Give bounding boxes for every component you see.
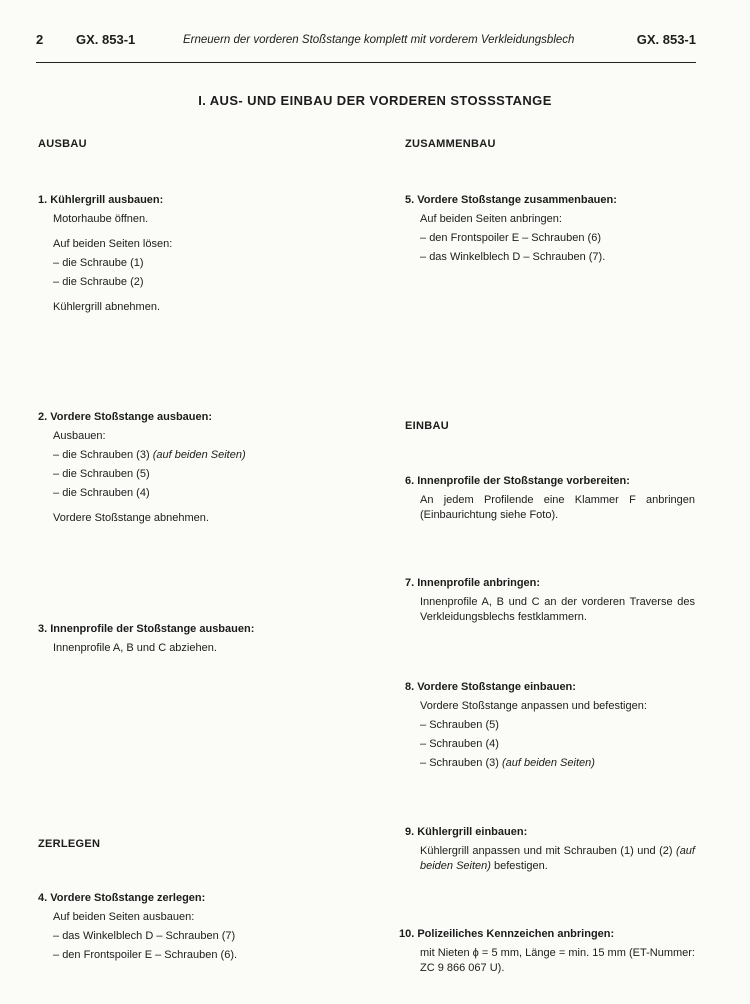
step-heading: 2. Vordere Stoßstange ausbauen: <box>38 411 213 423</box>
step-list-item: – Schrauben (5) <box>420 716 705 735</box>
step-7 <box>405 574 695 625</box>
section-einbau: EINBAU <box>405 420 449 432</box>
document-code-left: GX. 853-1 <box>76 32 136 47</box>
step-line: Innenprofile A, B und C an der vorderen Traverse des Verkleidungsblechs festklammern. <box>420 596 695 623</box>
step-line: Auf beiden Seiten anbringen: <box>420 213 562 225</box>
step-line: mit Nieten ϕ = 5 mm, Länge = min. 15 mm (ET-Nummer: ZC 9 866 067 U). <box>420 947 695 974</box>
header-rule <box>36 62 696 63</box>
step-10 <box>399 925 695 976</box>
step-list-item: – die Schraube (1) <box>53 254 358 273</box>
step-6 <box>405 472 695 523</box>
document-description: Erneuern der vorderen Stoßstange komplett mit vorderem Verkleidungsblech <box>183 34 575 46</box>
step-list-item: – den Frontspoiler E – Schrauben (6). <box>53 946 358 965</box>
step-list-item: – den Frontspoiler E – Schrauben (6) <box>420 229 705 248</box>
step-heading: 10. Polizeiliches Kennzeichen anbringen: <box>399 928 615 940</box>
section-ausbau: AUSBAU <box>38 138 87 150</box>
step-4 <box>38 889 358 965</box>
section-zerlegen: ZERLEGEN <box>38 838 101 850</box>
page-title: I. AUS- UND EINBAU DER VORDEREN STOSSSTANGE <box>198 93 552 108</box>
step-list-item: – die Schrauben (4) <box>53 484 358 503</box>
page-number: 2 <box>36 32 44 47</box>
step-list-item: – die Schraube (2) <box>53 273 358 292</box>
step-heading: 8. Vordere Stoßstange einbauen: <box>405 681 576 693</box>
step-line: Auf beiden Seiten lösen: <box>53 238 173 250</box>
step-heading: 7. Innenprofile anbringen: <box>405 577 541 589</box>
step-line: Innenprofile A, B und C abziehen. <box>53 642 217 654</box>
step-line: Kühlergrill abnehmen. <box>53 301 161 313</box>
step-heading: 1. Kühlergrill ausbauen: <box>38 194 164 206</box>
step-9 <box>405 823 695 874</box>
step-list-item: – Schrauben (4) <box>420 735 705 754</box>
step-5 <box>405 191 705 267</box>
step-heading: 9. Kühlergrill einbauen: <box>405 826 528 838</box>
step-list-item: – die Schrauben (3) (auf beiden Seiten) <box>53 446 358 465</box>
step-heading: 5. Vordere Stoßstange zusammenbauen: <box>405 194 617 206</box>
section-zusammenbau: ZUSAMMENBAU <box>405 138 496 150</box>
step-2 <box>38 408 358 528</box>
step-heading: 6. Innenprofile der Stoßstange vorbereiten: <box>405 475 630 487</box>
step-8 <box>405 678 705 773</box>
step-list-item: – Schrauben (3) (auf beiden Seiten) <box>420 754 705 773</box>
step-list-item: – das Winkelblech D – Schrauben (7). <box>420 248 705 267</box>
step-heading: 3. Innenprofile der Stoßstange ausbauen: <box>38 623 255 635</box>
step-line: Vordere Stoßstange anpassen und befestigen: <box>420 700 647 712</box>
step-list-item: – die Schrauben (5) <box>53 465 358 484</box>
step-line: An jedem Profilende eine Klammer F anbringen (Einbaurichtung siehe Foto). <box>420 494 695 521</box>
step-line: Ausbauen: <box>53 430 106 442</box>
step-line: Motorhaube öffnen. <box>53 213 149 225</box>
step-3 <box>38 620 358 658</box>
document-code-right: GX. 853-1 <box>636 32 696 47</box>
step-line: Kühlergrill anpassen und mit Schrauben (1) und (2) (auf beiden Seiten) befestigen. <box>420 845 695 872</box>
step-line: Vordere Stoßstange abnehmen. <box>53 512 209 524</box>
step-heading: 4. Vordere Stoßstange zerlegen: <box>38 892 206 904</box>
step-list-item: – das Winkelblech D – Schrauben (7) <box>53 927 358 946</box>
step-line: Auf beiden Seiten ausbauen: <box>53 911 195 923</box>
step-1 <box>38 191 358 317</box>
